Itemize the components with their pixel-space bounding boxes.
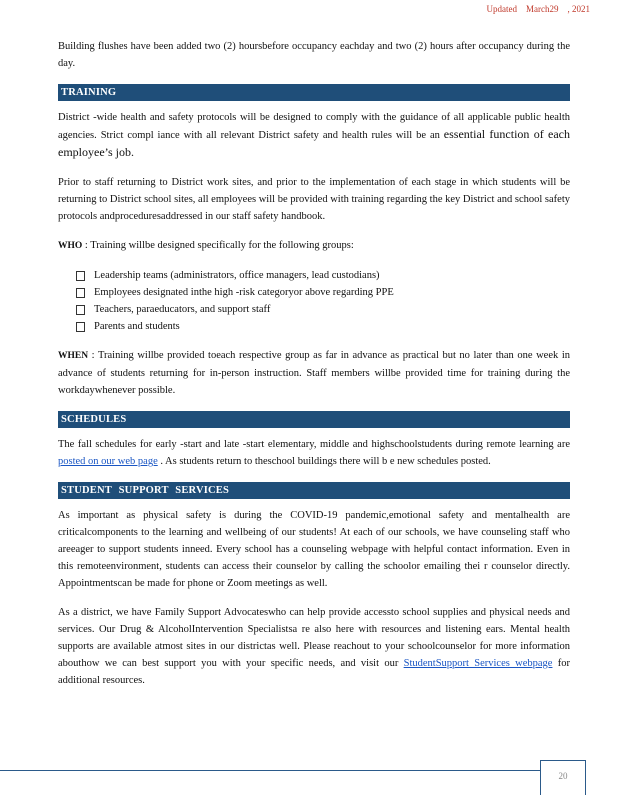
schedules-text-b: . As students return to theschool buildings there will b e new schedules posted.: [157, 456, 491, 467]
intro-paragraph: Building flushes have been added two (2) hoursbefore occupancy eachday and two (2) hours after occupancy during the day.: [58, 41, 570, 69]
when-text: : Training willbe provided toeach respective group as far in advance as practical but no later than one week in advance of students returning for in-person instruction. Staff members willbe provided time for training during the workdaywhenever possible.: [58, 350, 570, 396]
list-item: Employees designated inthe high -risk categoryor above regarding PPE: [76, 284, 570, 301]
training-p1-text: District -wide health and safety protocols will be designed to comply with the guidance of all applicable public health agencies. Strict compl iance with all relevant District safety and health rules will be an: [58, 112, 570, 141]
support-paragraph-1: As important as physical safety is during the COVID-19 pandemic,emotional safety and mentalhealth are criticalcomponents to the learning and wellbeing of our students! At each of our schools, we have counseling staff who areeager to support students inneed. Every school has a counseling webpage with helpful contact information. Even in this remoteenvironment, students can access their counselor by calling the schoolor emailing thei r counselor directly. Appointmentscan be made for phone or Zoom meetings as well.: [58, 510, 570, 589]
section-heading-training: TRAINING: [58, 84, 570, 101]
training-group-list: [58, 267, 570, 335]
when-label: WHEN: [58, 351, 89, 361]
who-text: : Training willbe designed specifically for the following groups:: [82, 240, 354, 251]
page-number-box: [540, 760, 586, 795]
list-item: Parents and students: [76, 318, 570, 335]
updated-date: Updated March29 , 2021: [486, 4, 590, 14]
list-item: Leadership teams (administrators, office managers, lead custodians): [76, 267, 570, 284]
student-support-services-link[interactable]: StudentSupport Services webpage: [403, 658, 553, 669]
list-item: Teachers, paraeducators, and support staff: [76, 301, 570, 318]
support-paragraph-2: [58, 604, 570, 689]
training-paragraph-1: [58, 109, 570, 162]
document-body: [58, 38, 570, 701]
section-heading-schedules: SCHEDULES: [58, 411, 570, 428]
section-heading-student-support: STUDENT SUPPORT SERVICES: [58, 482, 570, 499]
training-p1-emphasis: essential function of each employee’s job.: [58, 127, 570, 159]
training-who: [58, 237, 570, 255]
support-p2-text-b: for additional resources.: [58, 658, 570, 686]
training-paragraph-2: Prior to staff returning to District work sites, and prior to the implementation of each stage in which students will be returning to District school sites, all employees will be provided with training regarding the key District and school safety protocols andproceduresaddressed in our staff safety handbook.: [58, 177, 570, 222]
footer-rule: [0, 770, 540, 771]
schedules-web-link[interactable]: posted on our web page: [58, 456, 158, 467]
schedules-paragraph: [58, 436, 570, 470]
support-p2-text-a: As a district, we have Family Support Advocateswho can help provide accessto school supplies and physical needs and services. Our Drug & AlcoholIntervention Specialistsa re also here with resources and listening ears. Mental health supports are available atmost sites in our districtas well. Please reachout to your schoolcounselor for more information abouthow we can best support you with your specific needs, and visit our: [58, 607, 570, 669]
who-label: WHO: [58, 241, 83, 251]
training-when: [58, 347, 570, 399]
schedules-text-a: The fall schedules for early -start and late -start elementary, middle and highschoolstudents during remote learning are: [58, 439, 570, 450]
page-number: 20: [558, 771, 568, 781]
